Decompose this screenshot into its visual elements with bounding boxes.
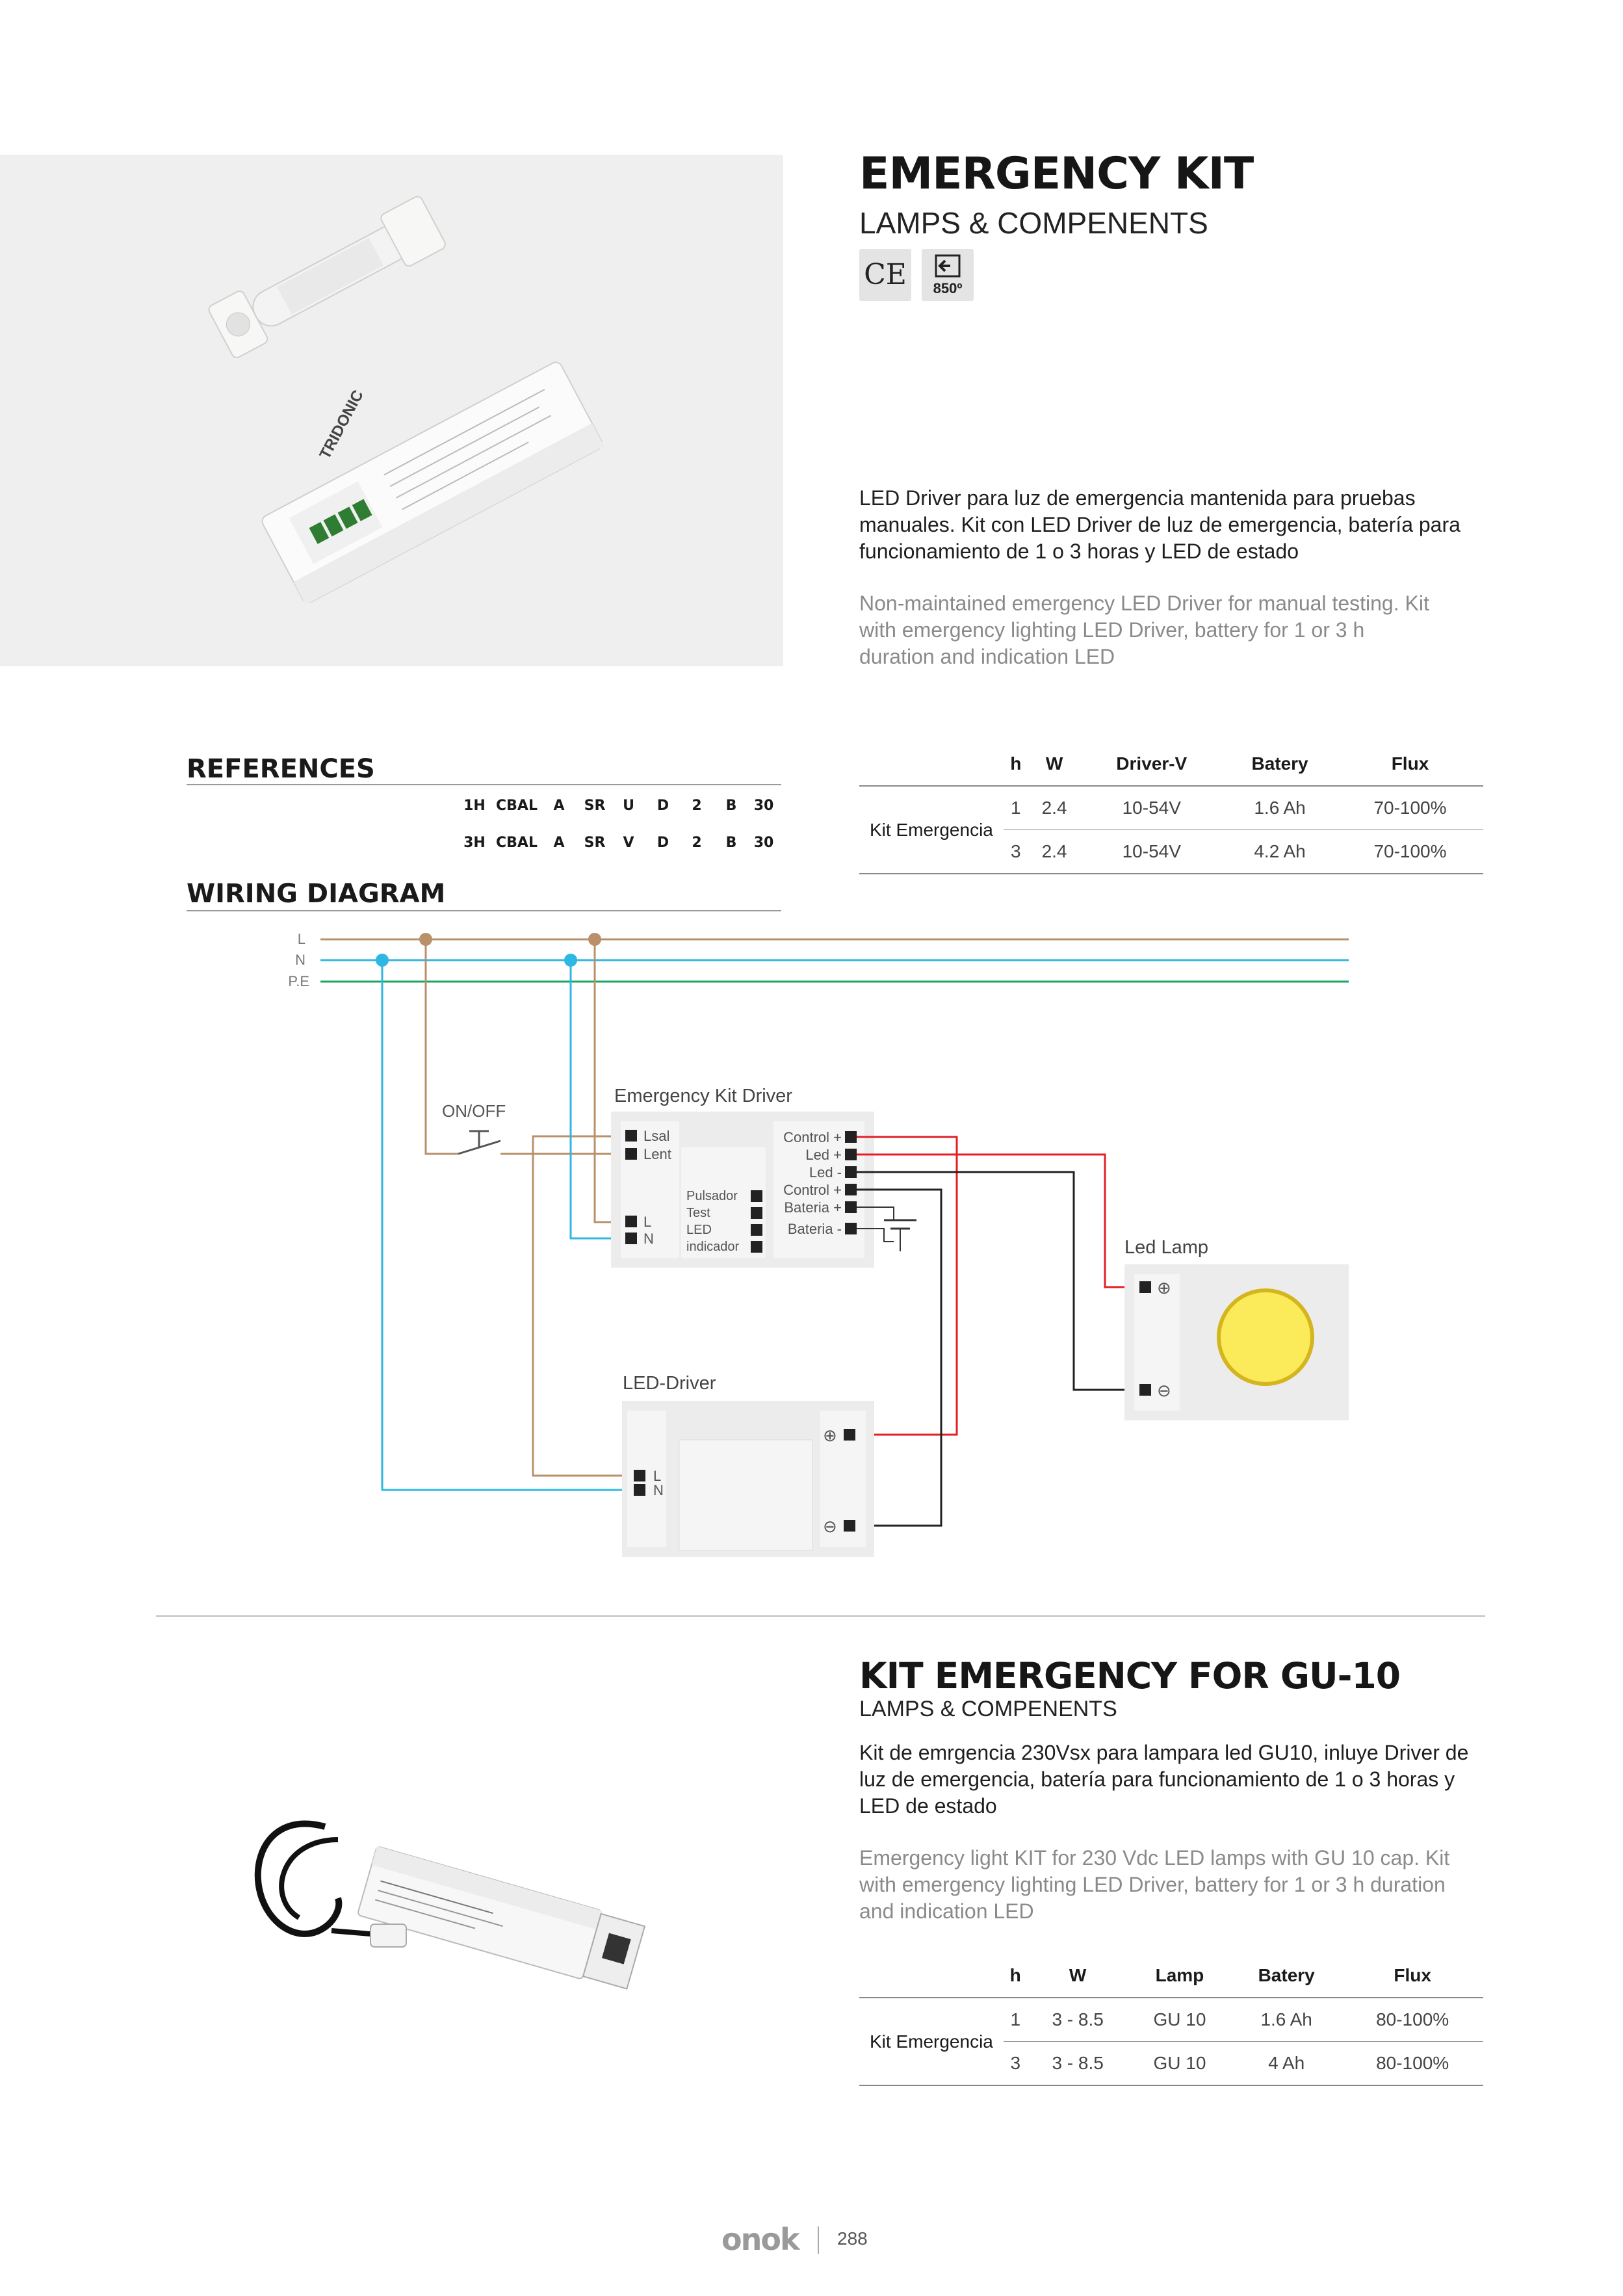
table-header: h bbox=[1004, 742, 1028, 786]
center-label-led: LED bbox=[686, 1223, 712, 1237]
right-label-control-plus: Control + bbox=[783, 1129, 842, 1145]
table-cell: GU 10 bbox=[1128, 1998, 1231, 2042]
neutral-to-led-driver-wire bbox=[382, 960, 624, 1490]
terminal bbox=[1139, 1281, 1151, 1293]
table-cell: 10-54V bbox=[1080, 830, 1223, 874]
table-cell: 3 bbox=[1004, 830, 1028, 874]
wiring-diagram-heading: WIRING DIAGRAM bbox=[187, 879, 446, 909]
table-cell: 10-54V bbox=[1080, 786, 1223, 830]
ref-code: D bbox=[656, 798, 669, 814]
minus-symbol: ⊖ bbox=[823, 1517, 837, 1536]
led-driver-term-l: L bbox=[653, 1468, 662, 1484]
kit2-spec-table bbox=[859, 1954, 1483, 2086]
terminal bbox=[634, 1470, 645, 1481]
table-header: W bbox=[1027, 1954, 1128, 1998]
ref-code: CBAL bbox=[496, 835, 538, 851]
table-header: Flux bbox=[1342, 1954, 1483, 1998]
section-divider bbox=[156, 1615, 1485, 1617]
ref-code: D bbox=[656, 835, 669, 851]
references-heading: REFERENCES bbox=[187, 754, 375, 784]
footer-divider bbox=[818, 2226, 819, 2254]
ref-code: 30 bbox=[753, 835, 774, 851]
terminal bbox=[625, 1216, 637, 1227]
terminal bbox=[845, 1166, 857, 1178]
center-label-indicador: indicador bbox=[686, 1240, 740, 1254]
right-label-led-minus: Led - bbox=[809, 1164, 842, 1181]
page-number: 288 bbox=[837, 2228, 868, 2249]
terminal bbox=[634, 1484, 645, 1496]
table-header: W bbox=[1028, 742, 1081, 786]
right-label-led-plus: Led + bbox=[805, 1147, 842, 1163]
bus-label-earth: P.E bbox=[288, 973, 309, 989]
gu10-kit-illustration bbox=[240, 1768, 689, 1996]
table-cell: 80-100% bbox=[1342, 1998, 1483, 2042]
table-cell: 1 bbox=[1004, 786, 1028, 830]
bus-label-neutral: N bbox=[295, 952, 305, 968]
terminal bbox=[625, 1233, 637, 1244]
kit2-description-es: Kit de emrgencia 230Vsx para lampara led GU10, inluye Driver de luz de emergencia, batería para funcionamiento de 1 o 3 horas y LED de estado bbox=[859, 1741, 1469, 1818]
table-cell: 3 - 8.5 bbox=[1027, 2042, 1128, 2086]
ref-code: SR bbox=[584, 798, 606, 814]
ref-code: 2 bbox=[692, 798, 702, 814]
terminal bbox=[751, 1190, 762, 1202]
terminal-label-l: L bbox=[643, 1214, 652, 1230]
table-header: Batery bbox=[1223, 742, 1337, 786]
table-row bbox=[859, 1998, 1483, 2042]
ref-code: 30 bbox=[753, 798, 774, 814]
live-to-led-driver-wire bbox=[533, 1154, 624, 1476]
terminal bbox=[845, 1131, 857, 1143]
kit1-subtitle: LAMPS & COMPENENTS bbox=[859, 206, 1208, 240]
ref-code: A bbox=[553, 798, 565, 814]
right-label-control-plus-2: Control + bbox=[783, 1182, 842, 1198]
ref-code: B bbox=[725, 798, 737, 814]
table-row-label: Kit Emergencia bbox=[859, 1998, 1004, 2085]
ce-icon: CE bbox=[864, 258, 907, 291]
table-cell: GU 10 bbox=[1128, 2042, 1231, 2086]
footer-brand-logo: onok bbox=[721, 2222, 799, 2257]
bus-label-live: L bbox=[297, 931, 305, 947]
table-header: h bbox=[1004, 1954, 1027, 1998]
terminal bbox=[845, 1223, 857, 1234]
terminal bbox=[751, 1224, 762, 1236]
table-cell: 70-100% bbox=[1337, 830, 1483, 874]
minus-symbol: ⊖ bbox=[1157, 1381, 1171, 1400]
kit2-title: KIT EMERGENCY FOR GU-10 bbox=[859, 1655, 1401, 1697]
terminal bbox=[845, 1184, 857, 1195]
terminal bbox=[751, 1241, 762, 1253]
kit1-description-es: LED Driver para luz de emergencia mantenida para pruebas manuales. Kit con LED Driver de luz de emergencia, batería para funcionamiento de 1 o 3 horas y LED de estado bbox=[859, 486, 1461, 563]
ref-code: 2 bbox=[692, 835, 702, 851]
kit2-description-en: Emergency light KIT for 230 Vdc LED lamps with GU 10 cap. Kit with emergency lighting LED Driver, battery for 1 or 3 h duration and indication LED bbox=[859, 1846, 1450, 1923]
table-header: Driver-V bbox=[1080, 742, 1223, 786]
gu10-kit-photo bbox=[240, 1768, 689, 1996]
table-cell: 2.4 bbox=[1028, 786, 1081, 830]
table-row-label: Kit Emergencia bbox=[859, 786, 1004, 874]
table-cell: 1.6 Ah bbox=[1223, 786, 1337, 830]
table-cell: 4.2 Ah bbox=[1223, 830, 1337, 874]
center-label-test: Test bbox=[686, 1206, 710, 1220]
terminal bbox=[844, 1429, 855, 1441]
switch-to-lsal-wire bbox=[500, 1136, 624, 1154]
table-header: Batery bbox=[1231, 1954, 1342, 1998]
terminal bbox=[625, 1130, 637, 1141]
table-cell: 70-100% bbox=[1337, 786, 1483, 830]
table-cell: 3 bbox=[1004, 2042, 1027, 2086]
table-header: Lamp bbox=[1128, 1954, 1231, 1998]
terminal bbox=[845, 1149, 857, 1160]
ref-code: A bbox=[553, 835, 565, 851]
right-label-bateria-minus: Bateria - bbox=[787, 1221, 842, 1237]
table-header: Flux bbox=[1337, 742, 1483, 786]
ref-code: 3H bbox=[463, 835, 486, 851]
terminal-label-lsal: Lsal bbox=[643, 1128, 670, 1144]
center-label-pulsador: Pulsador bbox=[686, 1189, 738, 1203]
kit2-subtitle: LAMPS & COMPENENTS bbox=[859, 1697, 1117, 1721]
led-lamp-label: Led Lamp bbox=[1124, 1237, 1208, 1258]
table-cell: 1 bbox=[1004, 1998, 1027, 2042]
led-negative-wire bbox=[857, 1172, 1144, 1390]
terminal-label-lent: Lent bbox=[643, 1146, 671, 1162]
ref-code: U bbox=[623, 798, 634, 814]
terminal-label-n: N bbox=[643, 1231, 654, 1247]
table-cell: 4 Ah bbox=[1231, 2042, 1342, 2086]
plus-symbol: ⊕ bbox=[823, 1426, 837, 1445]
emergency-driver-label: Emergency Kit Driver bbox=[614, 1086, 792, 1106]
product-brand-text: TRIDONIC bbox=[316, 387, 367, 462]
led-driver-center-panel bbox=[679, 1440, 812, 1550]
table-cell: 2.4 bbox=[1028, 830, 1081, 874]
ref-code: SR bbox=[584, 835, 606, 851]
terminal bbox=[844, 1520, 855, 1532]
kit1-title: EMERGENCY KIT bbox=[859, 148, 1254, 200]
terminal bbox=[751, 1207, 762, 1219]
right-label-bateria-plus: Bateria + bbox=[784, 1199, 842, 1216]
ref-code: CBAL bbox=[496, 798, 538, 814]
ref-code: 1H bbox=[463, 798, 486, 814]
terminal bbox=[625, 1148, 637, 1160]
kit1-description-en: Non-maintained emergency LED Driver for manual testing. Kit with emergency lighting LED Driver, battery for 1 or 3 h duration and indication LED bbox=[859, 592, 1429, 668]
table-cell: 1.6 Ah bbox=[1231, 1998, 1342, 2042]
table-cell: 80-100% bbox=[1342, 2042, 1483, 2086]
table-cell: 3 - 8.5 bbox=[1027, 1998, 1128, 2042]
table-corner bbox=[859, 1954, 1004, 1998]
ref-code: B bbox=[725, 835, 737, 851]
led-driver-label: LED-Driver bbox=[623, 1373, 716, 1394]
glow-wire-temperature: 850º bbox=[933, 280, 963, 296]
terminal bbox=[1139, 1384, 1151, 1396]
terminal bbox=[845, 1201, 857, 1213]
ref-code: V bbox=[623, 835, 634, 851]
switch-label: ON/OFF bbox=[442, 1101, 506, 1121]
plus-symbol: ⊕ bbox=[1157, 1278, 1171, 1298]
led-driver-term-n: N bbox=[653, 1482, 664, 1498]
live-to-switch-wire bbox=[426, 939, 458, 1154]
led-lamp-icon bbox=[1219, 1290, 1312, 1384]
